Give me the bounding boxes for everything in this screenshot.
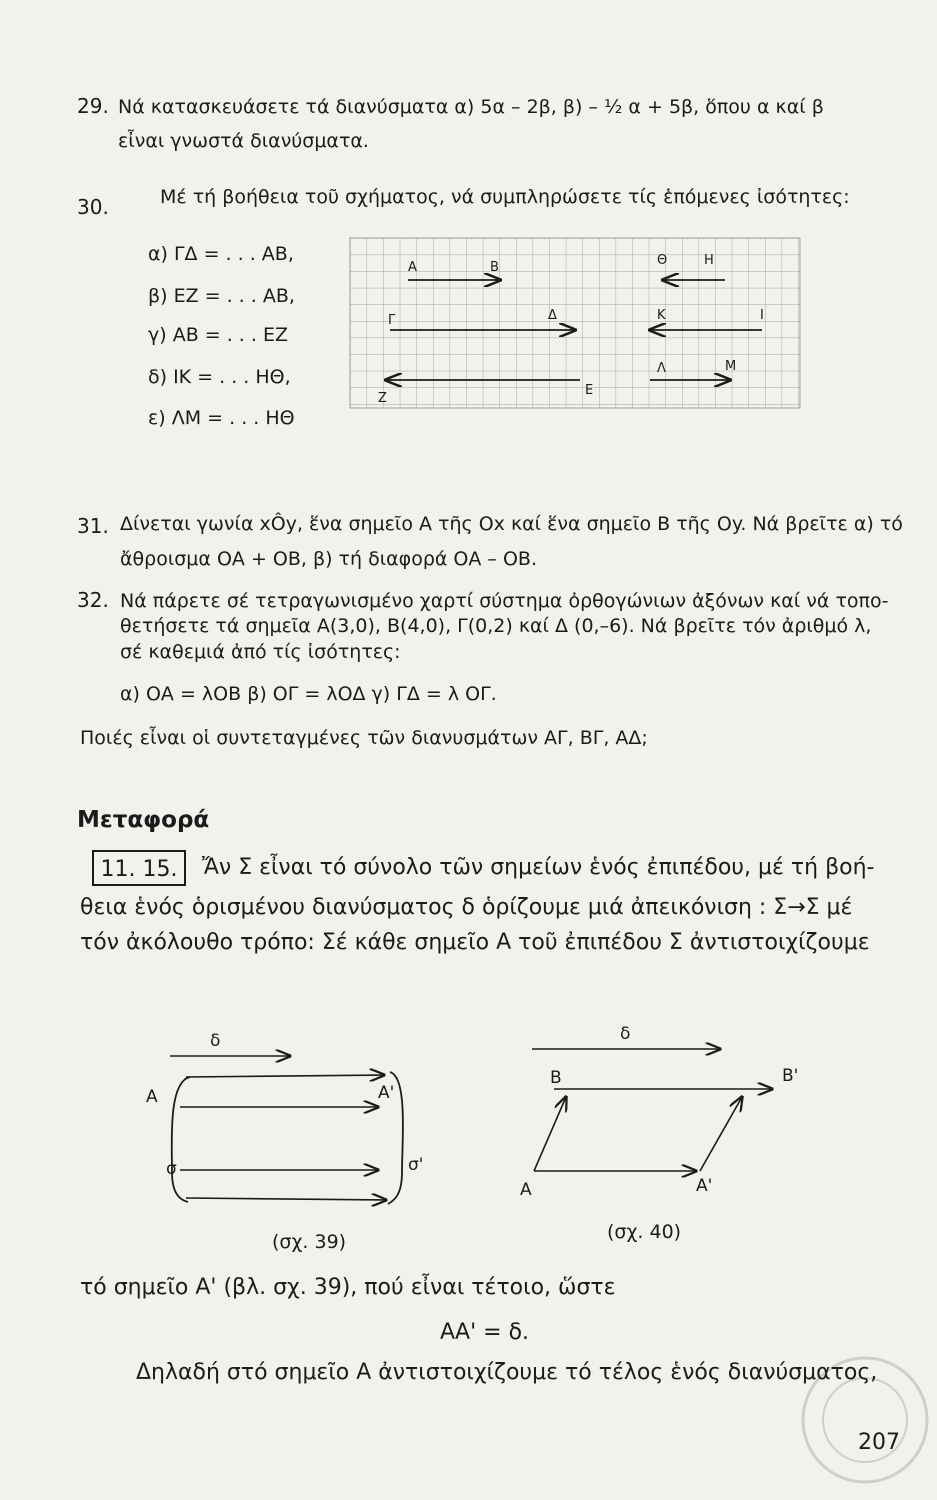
fig39-label-sigma-prime: σ' [408, 1155, 424, 1175]
exercise-31-number: 31. [77, 514, 109, 538]
fig40-label-b-prime: Β' [782, 1066, 799, 1086]
grid-label-eta: Η [704, 253, 714, 268]
exercise-30-number: 30. [77, 195, 109, 219]
fig40-label-delta: δ [620, 1024, 631, 1044]
exercise-30-intro: Μέ τή βοήθεια τοῦ σχήματος, νά συμπληρώσετε τίς ἑπόμενες ἰσότητες: [160, 186, 850, 208]
section-p3-line1: Δηλαδή στό σημεῖο Α ἀντιστοιχίζουμε τό τέλος ἑνός διανύσματος, [136, 1360, 878, 1385]
exercise-30-grid-figure [350, 238, 805, 413]
fig39-label-sigma: σ [166, 1159, 177, 1179]
figure-39 [146, 1022, 450, 1212]
section-p1-line1: Ἄν Σ εἶναι τό σύνολο τῶν σημείων ἑνός ἐπιπέδου, μέ τή βοή- [202, 855, 875, 880]
exercise-30-item-a: α) ΓΔ = . . . ΑΒ, [148, 243, 294, 265]
grid-label-mu: Μ [725, 359, 737, 374]
grid-label-gamma: Γ [388, 313, 396, 328]
grid-label-iota: Ι [760, 308, 764, 323]
exercise-29-line2: εἶναι γνωστά διανύσματα. [118, 130, 369, 152]
fig40-label-a: Α [520, 1180, 532, 1200]
figure-40 [520, 1024, 820, 1200]
library-stamp [770, 1320, 935, 1485]
grid-label-b: Β [490, 260, 499, 275]
grid-label-lambda: Λ [657, 361, 666, 376]
section-p1-line2: θεια ἑνός ὁρισμένου διανύσματος δ ὁρίζουμε μιά ἀπεικόνιση : Σ→Σ μέ [80, 895, 853, 920]
section-equation: ΑΑ' = δ. [440, 1320, 530, 1345]
grid-label-a: Α [408, 260, 417, 275]
exercise-30-item-c: γ) ΑΒ = . . . ΕΖ [148, 324, 288, 346]
section-heading: Μεταφορά [77, 807, 210, 833]
exercise-30-item-b: β) ΕΖ = . . . ΑΒ, [148, 285, 295, 307]
exercise-32-line1: Νά πάρετε σέ τετραγωνισμένο χαρτί σύστημα ὀρθογώνιων ἀξόνων καί νά τοπο- [120, 590, 889, 612]
exercise-31-line2: ἄθροισμα ΟΑ + ΟΒ, β) τή διαφορά ΟΑ – ΟΒ. [120, 548, 537, 570]
fig40-label-a-prime: Α' [696, 1176, 713, 1196]
section-number-box: 11. 15. [92, 850, 186, 886]
exercise-32-equations: α) ΟΑ = λΟΒ β) ΟΓ = λΟΔ γ) ΓΔ = λ ΟΓ. [120, 683, 497, 705]
exercise-32-number: 32. [77, 588, 109, 612]
exercise-32-line4: Ποιές εἶναι οἱ συντεταγμένες τῶν διανυσμάτων ΑΓ, ΒΓ, ΑΔ; [80, 727, 648, 749]
section-p2-line1: τό σημεῖο Α' (βλ. σχ. 39), πού εἶναι τέτοιο, ὥστε [80, 1275, 616, 1300]
fig39-caption: (σχ. 39) [272, 1231, 347, 1253]
exercise-29-line1: Νά κατασκευάσετε τά διανύσματα α) 5α – 2β, β) – ½ α + 5β, ὅπου α καί β [118, 96, 824, 118]
grid-label-delta: Δ [548, 308, 557, 323]
fig39-label-a: Α [146, 1087, 158, 1107]
exercise-29-number: 29. [77, 94, 109, 118]
exercise-32-line3: σέ καθεμιά ἀπό τίς ἰσότητες: [120, 641, 401, 663]
fig39-label-a-prime: Α' [378, 1083, 395, 1103]
fig39-label-delta: δ [210, 1031, 221, 1051]
grid-label-kappa: Κ [657, 308, 666, 323]
exercise-30-item-d: δ) ΙΚ = . . . ΗΘ, [148, 366, 291, 388]
fig40-caption: (σχ. 40) [607, 1221, 682, 1243]
page-number: 207 [858, 1430, 900, 1455]
section-p1-line3: τόν ἀκόλουθο τρόπο: Σέ κάθε σημεῖο Α τοῦ ἐπιπέδου Σ ἀντιστοιχίζουμε [80, 930, 870, 955]
exercise-30-item-e: ε) ΛΜ = . . . ΗΘ [148, 407, 295, 429]
fig40-label-b: Β [550, 1068, 562, 1088]
grid-label-epsilon: Ε [585, 383, 594, 398]
grid-label-zeta: Ζ [378, 391, 387, 406]
exercise-32-line2: θετήσετε τά σημεῖα Α(3,0), Β(4,0), Γ(0,2) καί Δ (0,–6). Νά βρεῖτε τόν ἀριθμό λ, [120, 615, 872, 637]
grid-label-theta: Θ [657, 253, 668, 268]
exercise-31-line1: Δίνεται γωνία xÔy, ἕνα σημεῖο Α τῆς Οx καί ἕνα σημεῖο Β τῆς Οy. Νά βρεῖτε α) τό [120, 513, 903, 535]
